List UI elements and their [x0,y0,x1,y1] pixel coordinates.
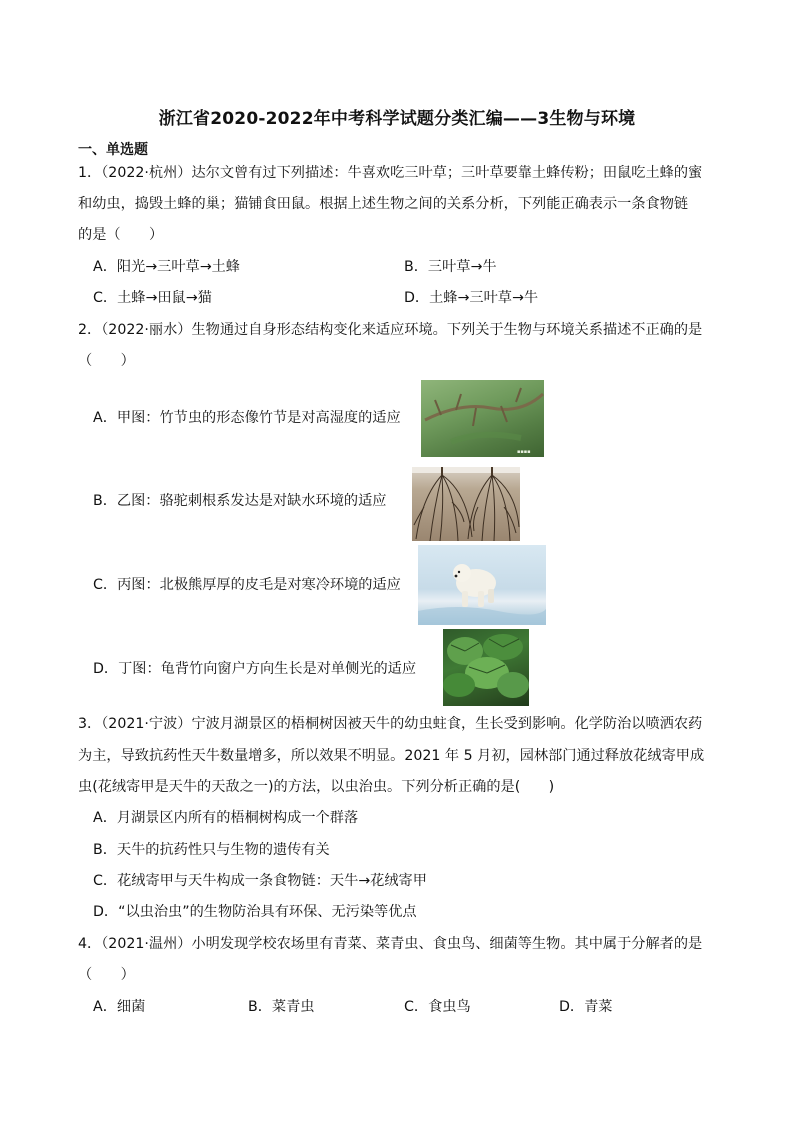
q2-option-d: D．丁图：龟背竹向窗户方向生长是对单侧光的适应 [93,661,417,677]
q3-option-a: A．月湖景区内所有的梧桐树构成一个群落 [93,810,359,826]
q4-option-a: A．细菌 [93,999,146,1015]
q2-option-b: B．乙图：骆驼刺根系发达是对缺水环境的适应 [93,493,387,509]
q3-option-c: C．花绒寄甲与天牛构成一条食物链：天牛→花绒寄甲 [93,873,427,889]
document-title: 浙江省2020-2022年中考科学试题分类汇编——3生物与环境 [158,109,636,129]
q3-stem-line-2: 为主，导致抗药性天牛数量增多，所以效果不明显。2021 年 5 月初，园林部门通过释放花绒寄甲成 [78,748,705,764]
q1-option-d: D．土蜂→三叶草→牛 [404,290,539,306]
q1-stem-line-2: 和幼虫，捣毁土蜂的巢；猫铺食田鼠。根据上述生物之间的关系分析，下列能正确表示一条食物链 [78,196,689,212]
q3-option-d: D．“以虫治虫”的生物防治具有环保、无污染等优点 [93,904,417,920]
q3-option-b: B．天牛的抗药性只与生物的遗传有关 [93,842,330,858]
q3-stem-line-3: 虫(花绒寄甲是天牛的天敌之一)的方法，以虫治虫。下列分析正确的是( ) [78,779,555,795]
q1-option-b: B．三叶草→牛 [404,259,497,275]
q2-option-c: C．丙图：北极熊厚厚的皮毛是对寒冷环境的适应 [93,577,401,593]
q4-stem-line-2: （ ） [78,967,135,983]
q4-option-b: B．菜青虫 [248,999,315,1015]
monstera-plant-photo [443,629,529,706]
q4-option-d: D．青菜 [559,999,613,1015]
polar-bear-photo [418,545,546,625]
camelthorn-roots-photo [412,467,520,541]
stick-insect-photo [421,380,544,457]
q1-stem-line-1: 1．（2022·杭州）达尔文曾有过下列描述：牛喜欢吃三叶草；三叶草要靠土蜂传粉；田鼠吃土蜂的蜜 [78,165,703,181]
section-heading: 一、单选题 [78,142,148,158]
q2-stem-line-1: 2．（2022·丽水）生物通过自身形态结构变化来适应环境。下列关于生物与环境关系描述不正确的是 [78,322,703,338]
q1-option-c: C．土蜂→田鼠→猫 [93,290,212,306]
q4-stem-line-1: 4．（2021·温州）小明发现学校农场里有青菜、菜青虫、食虫鸟、细菌等生物。其中属于分解者的是 [78,936,703,952]
q1-stem-line-3: 的是（ ） [78,227,164,243]
q3-stem-line-1: 3．（2021·宁波）宁波月湖景区的梧桐树因被天牛的幼虫蛀食，生长受到影响。化学防治以喷洒农药 [78,716,703,732]
q1-option-a: A．阳光→三叶草→土蜂 [93,259,240,275]
svg-text:▪▪▪▪: ▪▪▪▪ [517,449,531,455]
q4-option-c: C．食虫鸟 [404,999,471,1015]
q2-stem-line-2: （ ） [78,353,135,369]
q2-option-a: A．甲图：竹节虫的形态像竹节是对高湿度的适应 [93,410,401,426]
